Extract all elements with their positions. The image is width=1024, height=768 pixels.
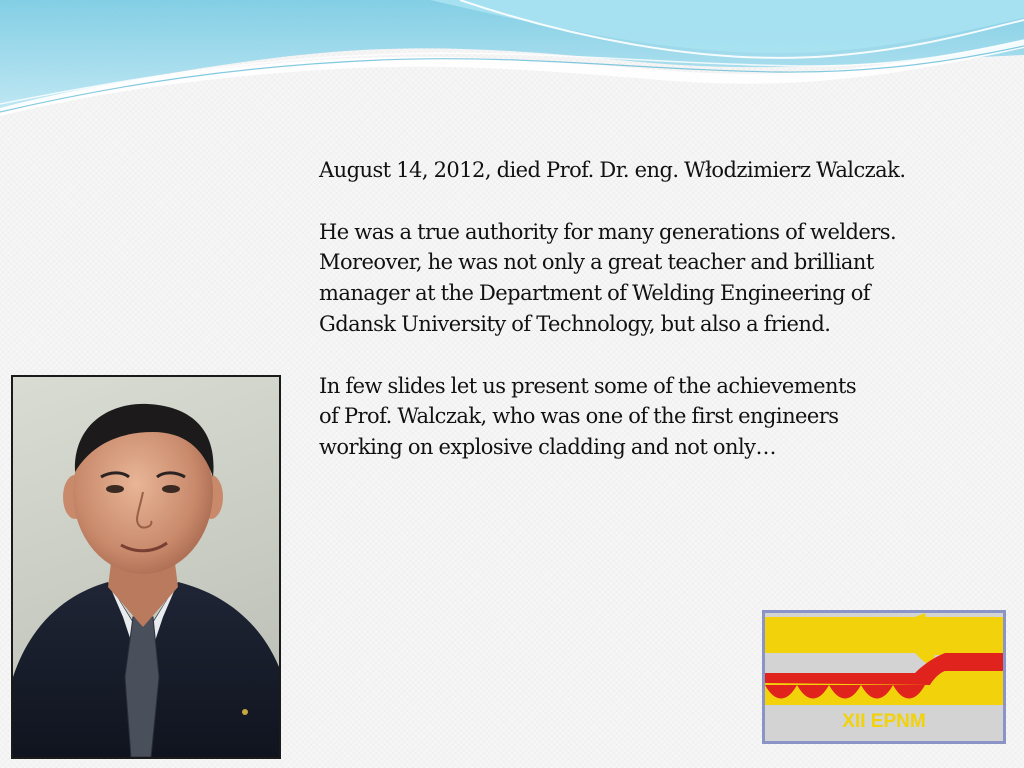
slide-body-text (319, 155, 1009, 463)
logo-city-year: Cracow - 2014 (784, 628, 892, 645)
paragraph-gap (319, 186, 1009, 217)
paragraph-achievements: In few slides let us present some of the achievements of Prof. Walczak, who was one of the first engineers working on explosive cladding and not only… (319, 373, 857, 460)
portrait-photo (11, 375, 281, 759)
paragraph-gap (319, 340, 1009, 371)
conference-logo (762, 610, 1006, 744)
portrait-illustration (13, 377, 279, 757)
logo-conference-name: XII EPNM (842, 711, 926, 732)
wave-header-decoration (0, 0, 1024, 130)
paragraph-authority: He was a true authority for many generations of welders. Moreover, he was not only a great teacher and brilliant manager at the Department of Welding Engineering of Gdansk University of Technology, but also a friend. (319, 219, 897, 336)
paragraph-death-notice: August 14, 2012, died Prof. Dr. eng. Włodzimierz Walczak. (319, 158, 906, 182)
